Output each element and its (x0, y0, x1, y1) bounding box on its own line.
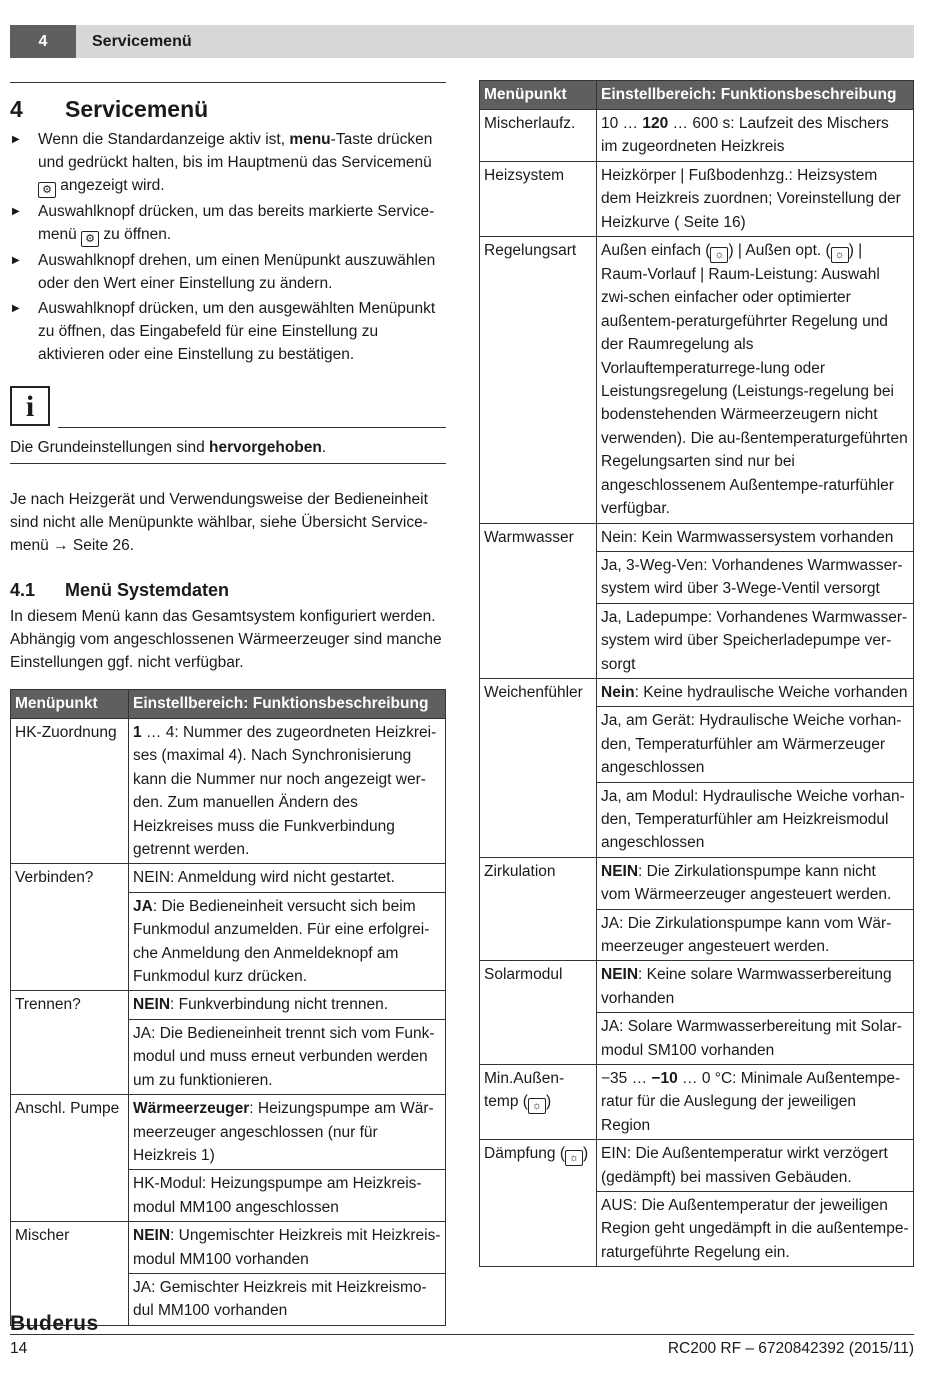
info-icon: i (10, 386, 50, 426)
info-text-part: . (321, 439, 327, 456)
footer-divider (10, 1334, 914, 1335)
table-row (11, 991, 446, 1019)
setting-description (129, 719, 446, 864)
brand-logo: Buderus (10, 1312, 99, 1335)
description-text: … 0 °C: Minimale Außentempe-ratur für die Auslegung der jeweiligen Region (601, 1070, 901, 1134)
setting-description: AUS: Die Außentemperatur der jeweiligen Region geht ungedämpft in die außentempe-raturgeführte Regelung ein. (597, 1192, 914, 1267)
default-value: NEIN (601, 966, 639, 984)
outdoor-temp-icon: ☼ (710, 247, 728, 263)
outdoor-temp-icon: ☼ (831, 247, 849, 263)
default-value: NEIN (133, 996, 171, 1014)
settings-table-left (10, 689, 446, 1326)
default-value: JA (133, 897, 153, 915)
menu-item-key: Mischer (11, 1222, 129, 1326)
info-note (10, 386, 446, 428)
description-text: −35 … (601, 1070, 652, 1088)
default-value: Nein (601, 683, 635, 701)
table-row (11, 1222, 446, 1274)
description-text: : Keine solare Warmwasserbereitung vorhanden (601, 966, 892, 1007)
section-heading (10, 94, 446, 124)
section-title: Servicemenü (65, 96, 209, 122)
key-text: ) (545, 1093, 552, 1111)
instruction-list (10, 128, 446, 366)
description-text: … 4: Nummer des zugeordneten Heizkrei-ses (maximal 4). Nach Synchronisierung kann die Nummer nur noch angezeigt wer-den. Zum manuellen Ändern des Heizkreises muss die Funkverbindung getrennt werden. (133, 724, 437, 859)
left-column (10, 82, 446, 1326)
setting-description (597, 961, 914, 1013)
setting-description (597, 110, 914, 162)
list-item (10, 200, 446, 247)
chapter-number: 4 (10, 25, 76, 58)
menu-item-key: Weichenfühler (480, 678, 597, 857)
setting-description: Ja, am Gerät: Hydraulische Weiche vorhan-den, Temperaturfühler am Wärmerzeuger angeschlossen (597, 707, 914, 782)
page-number: 14 (10, 1340, 28, 1357)
table-row (480, 161, 914, 236)
divider (58, 427, 446, 428)
menu-item-key (480, 1065, 597, 1140)
setting-description (597, 857, 914, 909)
table-header-row (11, 690, 446, 719)
table-row (480, 237, 914, 523)
column-header: Menüpunkt (11, 690, 129, 719)
table-row (480, 523, 914, 551)
outdoor-temp-icon: ☼ (528, 1098, 546, 1114)
table-row (11, 864, 446, 892)
table-row (480, 1065, 914, 1140)
list-item: ▶ Auswahlknopf drücken, um den ausgewählten Menüpunkt zu öffnen, das Eingabefeld für eine Einstellung zu aktivieren oder eine Einstellung zu bestätigen. (10, 297, 446, 366)
setting-description (129, 1095, 446, 1170)
menu-key-label: menu (289, 131, 331, 148)
menu-item-key: Heizsystem (480, 161, 597, 236)
setting-description: Ja, 3-Weg-Ven: Vorhandenes Warmwasser-system wird über 3-Wege-Ventil versorgt (597, 551, 914, 603)
divider (10, 82, 446, 83)
table-row (11, 719, 446, 864)
setting-description: Ja, Ladepumpe: Vorhandenes Warmwasser-system wird über Speicherladepumpe ver-sorgt (597, 603, 914, 678)
info-text-bold: hervorgehoben (209, 439, 322, 456)
setting-description (129, 892, 446, 991)
description-text: ) | Außen opt. ( (728, 242, 831, 260)
column-header: Menüpunkt (480, 81, 597, 110)
right-column (479, 80, 914, 1267)
outdoor-temp-icon: ☼ (565, 1150, 583, 1166)
setting-description (129, 1222, 446, 1274)
settings-table-right (479, 80, 914, 1267)
menu-item-key: Regelungsart (480, 237, 597, 523)
table-row (480, 1140, 914, 1192)
setting-description: Nein: Kein Warmwassersystem vorhanden (597, 523, 914, 551)
setting-description: JA: Solare Warmwasserbereitung mit Solar-modul SM100 vorhanden (597, 1013, 914, 1065)
subsection-text: In diesem Menü kann das Gesamtsystem konfiguriert werden. Abhängig vom angeschlossenen Wärmeerzeuger sind manche Einstellungen ggf. nicht verfügbar. (10, 608, 442, 671)
default-value: 120 (642, 115, 669, 132)
description-text: : Keine hydraulische Weiche vorhanden (634, 683, 908, 701)
subsection-title: Menü Systemdaten (65, 580, 230, 600)
description-text: … 600 s: Laufzeit des Mischers im zugeordneten Heizkreis (601, 115, 889, 156)
section-number: 4 (10, 96, 23, 122)
list-item (10, 128, 446, 198)
setting-description: JA: Die Bedieneinheit trennt sich vom Funk-modul und muss erneut verbunden werden um zu funktionieren. (129, 1019, 446, 1094)
default-value: NEIN (601, 862, 639, 880)
service-menu-icon: ⚙ (81, 231, 99, 247)
default-value: 1 (133, 724, 142, 741)
description-text: : Die Zirkulationspumpe kann nicht vom Wärmeerzeuger angesteuert werden. (601, 862, 892, 904)
setting-description: HK-Modul: Heizungspumpe am Heizkreis-modul MM100 angeschlossen (129, 1170, 446, 1222)
step-text: -Taste drücken und gedrückt halten, bis im Hauptmenü das Servicemenü (38, 131, 433, 171)
table-row (11, 1095, 446, 1170)
column-header: Einstellbereich: Funktionsbeschreibung (129, 690, 446, 719)
setting-description (597, 678, 914, 706)
table-row (480, 961, 914, 1013)
description-text: : Heizungspumpe am Wär-meerzeuger angeschlossen (nur für Heizkreis 1) (133, 1100, 434, 1164)
key-text: ) (582, 1145, 589, 1163)
list-item: ▶ Auswahlknopf drehen, um einen Menüpunkt auszuwählen oder den Wert einer Einstellung zu ändern. (10, 249, 446, 295)
setting-description (597, 237, 914, 523)
step-text: angezeigt wird. (56, 177, 165, 194)
description-text: : Ungemischter Heizkreis mit Heizkreis-modul MM100 vorhanden (133, 1227, 441, 1268)
description-text: ) | Raum-Vorlauf | Raum-Leistung: Auswahl zwi-schen einfacher oder optimierter außentem-peraturgeführter Regelung und der Raumregelung als Vorlauftemperaturrege-lung oder Leistungsregelung (Leistungs-regelung bei bodenstehenden Wärmeerzeugern nicht verwenden). Die au-ßentemperaturgeführten Regelungsarten sind nur bei angeschlossenem Außentempe-raturfühler verfügbar. (601, 242, 908, 518)
key-text: Min.Außen-temp ( (484, 1070, 565, 1111)
document-reference: RC200 RF – 6720842392 (2015/11) (667, 1340, 914, 1357)
setting-description: Ja, am Modul: Hydraulische Weiche vorhan-den, Temperaturfühler am Heizkreismodul angeschlossen (597, 782, 914, 857)
menu-item-key: Verbinden? (11, 864, 129, 991)
menu-item-key: Trennen? (11, 991, 129, 1095)
subsection-heading (10, 577, 446, 603)
table-row (480, 678, 914, 706)
setting-description: JA: Die Zirkulationspumpe kann vom Wär-meerzeuger angesteuert werden. (597, 909, 914, 961)
service-menu-icon: ⚙ (38, 182, 56, 198)
default-value: Wärmeerzeuger (133, 1100, 250, 1118)
table-row (480, 857, 914, 909)
intro-paragraph: Je nach Heizgerät und Verwendungsweise der Bedieneinheit sind nicht alle Menüpunkte wählbar, siehe Übersicht Service-menü → Seite 26. (10, 491, 428, 554)
divider (10, 463, 446, 464)
setting-description: EIN: Die Außentemperatur wirkt verzögert (gedämpft) bei massiven Gebäuden. (597, 1140, 914, 1192)
default-value: −10 (651, 1070, 678, 1088)
description-text: : Funkverbindung nicht trennen. (170, 996, 389, 1014)
description-text: 10 … (601, 115, 643, 132)
table-header-row (480, 81, 914, 110)
setting-description: NEIN: Anmeldung wird nicht gestartet. (129, 864, 446, 892)
column-header: Einstellbereich: Funktionsbeschreibung (597, 81, 914, 110)
info-text (10, 436, 446, 459)
default-value: NEIN (133, 1227, 171, 1245)
info-text-part: Die Grundeinstellungen sind (10, 439, 210, 456)
setting-description (597, 1065, 914, 1140)
table-row (480, 110, 914, 162)
menu-item-key: Warmwasser (480, 523, 597, 678)
subsection-number: 4.1 (10, 580, 36, 600)
setting-description (129, 991, 446, 1019)
menu-item-key: HK-Zuordnung (11, 719, 129, 864)
menu-item-key: Mischerlaufz. (480, 110, 597, 162)
chapter-header-title: Servicemenü (92, 33, 192, 50)
description-text: Außen einfach ( (601, 242, 711, 260)
step-text: zu öffnen. (99, 226, 172, 243)
description-text: : Die Bedieneinheit versucht sich beim Funkmodul anzumelden. Für eine erfolgrei-che Anmeldung den Anmeldeknopf am Funkmodul kurz drücken. (133, 897, 430, 986)
step-text: Wenn die Standardanzeige aktiv ist, (38, 131, 290, 148)
key-text: Dämpfung ( (484, 1145, 565, 1163)
setting-description: JA: Gemischter Heizkreis mit Heizkreismo-dul MM100 vorhanden (129, 1273, 446, 1325)
menu-item-key: Anschl. Pumpe (11, 1095, 129, 1222)
setting-description: Heizkörper | Fußbodenhzg.: Heizsystem dem Heizkreis zuordnen; Voreinstellung der Heizkurve ( Seite 16) (597, 161, 914, 236)
menu-item-key: Solarmodul (480, 961, 597, 1065)
menu-item-key (480, 1140, 597, 1267)
step-text: Auswahlknopf drücken, um das bereits markierte Service-menü (38, 203, 435, 243)
menu-item-key: Zirkulation (480, 857, 597, 961)
